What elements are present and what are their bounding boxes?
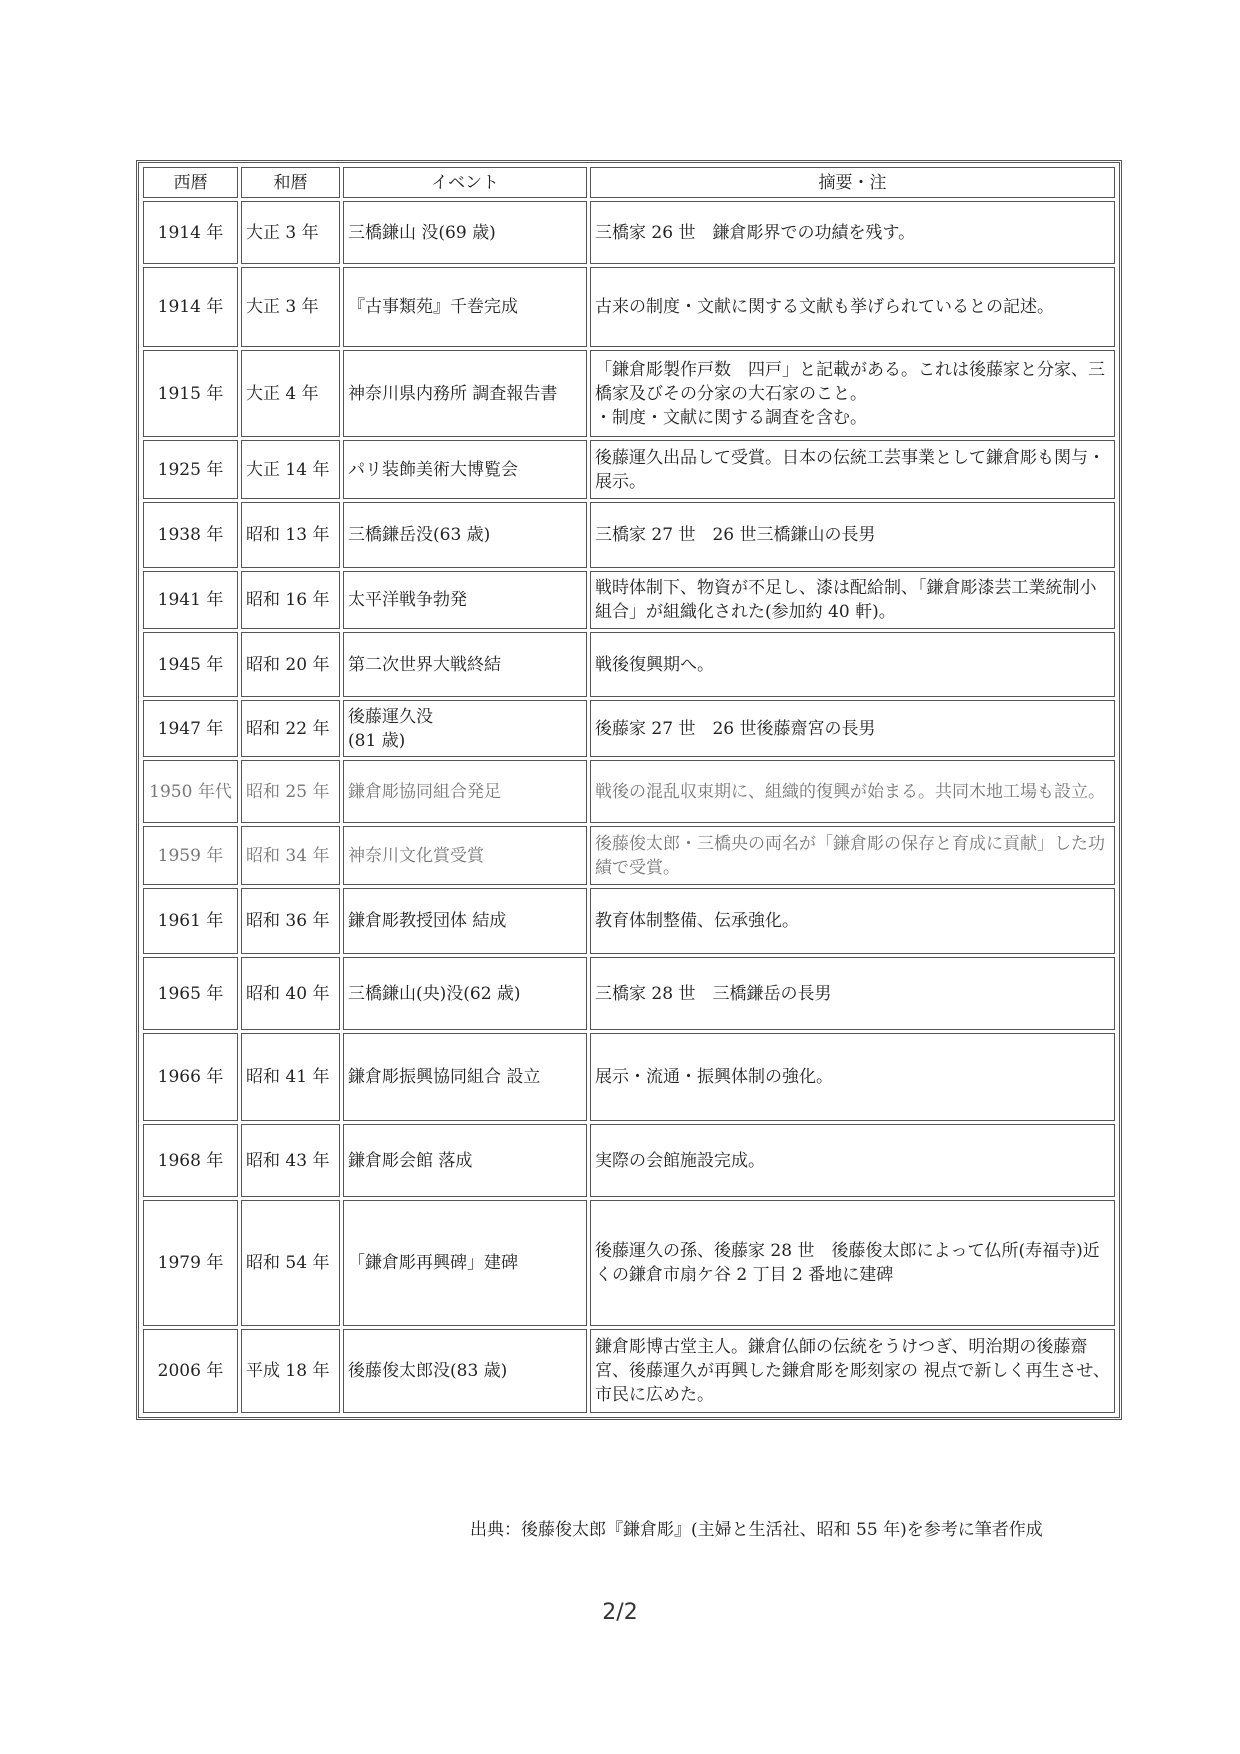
note-cell: 後藤運久の孫、後藤家 28 世 後藤俊太郎によって仏所(寿福寺)近くの鎌倉市扇ケ谷 2 丁目 2 番地に建碑	[590, 1200, 1115, 1326]
year-cell: 1938 年	[143, 502, 238, 568]
event-cell: 三橋鎌山(央)没(62 歳)	[343, 957, 587, 1030]
note-cell: 戦時体制下、物資が不足し、漆は配給制、「鎌倉彫漆芸工業統制小組合」が組織化された(参加約 40 軒)。	[590, 571, 1115, 629]
event-cell: 鎌倉彫教授団体 結成	[343, 888, 587, 954]
year-cell: 2006 年	[143, 1329, 238, 1413]
table-row	[143, 826, 1115, 885]
era-cell: 平成 18 年	[241, 1329, 340, 1413]
note-cell: 三橋家 26 世 鎌倉彫界での功績を残す。	[590, 201, 1115, 264]
event-cell: 太平洋戦争勃発	[343, 571, 587, 629]
table-row	[143, 632, 1115, 697]
year-cell: 1945 年	[143, 632, 238, 697]
note-cell: 「鎌倉彫製作戸数 四戸」と記載がある。これは後藤家と分家、三橋家及びその分家の大石家のこと。 ・制度・文献に関する調査を含む。	[590, 350, 1115, 437]
note-cell: 戦後復興期へ。	[590, 632, 1115, 697]
table-header-row	[143, 167, 1115, 198]
era-cell: 昭和 22 年	[241, 700, 340, 757]
year-cell: 1965 年	[143, 957, 238, 1030]
note-cell: 後藤俊太郎・三橋央の両名が「鎌倉彫の保存と育成に貢献」した功績で受賞。	[590, 826, 1115, 885]
header-year: 西暦	[143, 167, 238, 198]
note-cell: 戦後の混乱収束期に、組織的復興が始まる。共同木地工場も設立。	[590, 760, 1115, 823]
table-row	[143, 1124, 1115, 1197]
note-cell: 後藤家 27 世 26 世後藤齋宮の長男	[590, 700, 1115, 757]
year-cell: 1914 年	[143, 201, 238, 264]
table-row	[143, 1200, 1115, 1326]
year-cell: 1947 年	[143, 700, 238, 757]
table-row	[143, 440, 1115, 499]
era-cell: 大正 14 年	[241, 440, 340, 499]
table-row	[143, 571, 1115, 629]
year-cell: 1979 年	[143, 1200, 238, 1326]
event-cell: 鎌倉彫振興協同組合 設立	[343, 1033, 587, 1121]
source-citation: 出典：後藤俊太郎『鎌倉彫』(主婦と生活社、昭和 55 年)を参考に筆者作成	[470, 1520, 1043, 1540]
event-cell: 鎌倉彫会館 落成	[343, 1124, 587, 1197]
note-cell: 鎌倉彫博古堂主人。鎌倉仏師の伝統をうけつぎ、明治期の後藤齋宮、後藤運久が再興した鎌倉彫を彫刻家の 視点で新しく再生させ、市民に広めた。	[590, 1329, 1115, 1413]
year-cell: 1968 年	[143, 1124, 238, 1197]
table-row	[143, 888, 1115, 954]
header-note: 摘要・注	[590, 167, 1115, 198]
event-cell: 後藤運久没 (81 歳)	[343, 700, 587, 757]
note-cell: 教育体制整備、伝承強化。	[590, 888, 1115, 954]
header-era: 和暦	[241, 167, 340, 198]
year-cell: 1915 年	[143, 350, 238, 437]
page-number: 2/2	[602, 1600, 638, 1625]
note-cell: 実際の会館施設完成。	[590, 1124, 1115, 1197]
note-cell: 三橋家 27 世 26 世三橋鎌山の長男	[590, 502, 1115, 568]
era-cell: 大正 3 年	[241, 267, 340, 347]
event-cell: 神奈川文化賞受賞	[343, 826, 587, 885]
event-cell: 『古事類苑』千巻完成	[343, 267, 587, 347]
era-cell: 昭和 16 年	[241, 571, 340, 629]
year-cell: 1966 年	[143, 1033, 238, 1121]
note-cell: 古来の制度・文献に関する文献も挙げられているとの記述。	[590, 267, 1115, 347]
timeline-table-frame	[136, 160, 1122, 1420]
event-cell: 三橋鎌岳没(63 歳)	[343, 502, 587, 568]
era-cell: 大正 3 年	[241, 201, 340, 264]
timeline-table	[140, 164, 1118, 1416]
era-cell: 昭和 25 年	[241, 760, 340, 823]
era-cell: 昭和 34 年	[241, 826, 340, 885]
event-cell: 鎌倉彫協同組合発足	[343, 760, 587, 823]
event-cell: 第二次世界大戦終結	[343, 632, 587, 697]
year-cell: 1959 年	[143, 826, 238, 885]
table-row	[143, 1329, 1115, 1413]
table-row	[143, 350, 1115, 437]
note-cell: 後藤運久出品して受賞。日本の伝統工芸事業として鎌倉彫も関与・展示。	[590, 440, 1115, 499]
event-cell: 「鎌倉彫再興碑」建碑	[343, 1200, 587, 1326]
table-row	[143, 267, 1115, 347]
table-row	[143, 700, 1115, 757]
era-cell: 昭和 43 年	[241, 1124, 340, 1197]
era-cell: 昭和 40 年	[241, 957, 340, 1030]
event-cell: パリ装飾美術大博覧会	[343, 440, 587, 499]
era-cell: 昭和 13 年	[241, 502, 340, 568]
era-cell: 昭和 36 年	[241, 888, 340, 954]
table-row	[143, 1033, 1115, 1121]
year-cell: 1950 年代	[143, 760, 238, 823]
table-row	[143, 201, 1115, 264]
event-cell: 後藤俊太郎没(83 歳)	[343, 1329, 587, 1413]
note-cell: 展示・流通・振興体制の強化。	[590, 1033, 1115, 1121]
era-cell: 昭和 20 年	[241, 632, 340, 697]
year-cell: 1941 年	[143, 571, 238, 629]
era-cell: 大正 4 年	[241, 350, 340, 437]
year-cell: 1914 年	[143, 267, 238, 347]
era-cell: 昭和 41 年	[241, 1033, 340, 1121]
table-row	[143, 760, 1115, 823]
year-cell: 1925 年	[143, 440, 238, 499]
year-cell: 1961 年	[143, 888, 238, 954]
event-cell: 神奈川県内務所 調査報告書	[343, 350, 587, 437]
table-row	[143, 957, 1115, 1030]
era-cell: 昭和 54 年	[241, 1200, 340, 1326]
note-cell: 三橋家 28 世 三橋鎌岳の長男	[590, 957, 1115, 1030]
header-event: イベント	[343, 167, 587, 198]
table-row	[143, 502, 1115, 568]
event-cell: 三橋鎌山 没(69 歳)	[343, 201, 587, 264]
